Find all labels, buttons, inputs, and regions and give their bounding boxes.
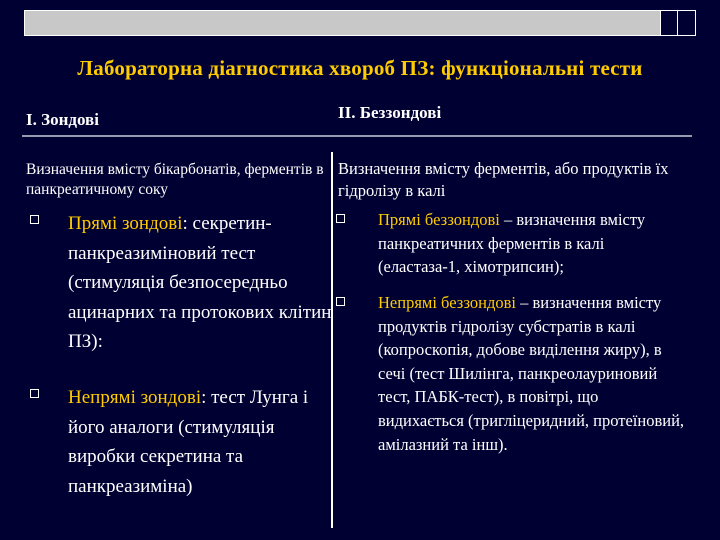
- bullet-text: [68, 383, 338, 501]
- slide-title: Лабораторна діагностика хвороб ПЗ: функціональні тести: [77, 56, 643, 80]
- header-divider: [22, 135, 692, 137]
- title-bar-decoration: [24, 10, 696, 36]
- bullet-text: [68, 209, 338, 357]
- bullet-text: [378, 291, 688, 456]
- bullet-text: [378, 208, 688, 279]
- square-bullet-icon: [30, 389, 39, 398]
- right-intro-text: Визначення вмісту ферментів, або продуктів їх гідролізу в калі: [338, 159, 669, 200]
- title-bar-divider: [660, 11, 661, 35]
- left-column-heading: І. Зондові: [26, 110, 99, 129]
- bullet-highlight: Прямі зондові: [68, 213, 183, 234]
- title-bar-fill: [25, 11, 660, 35]
- left-intro: Визначення вмісту бікарбонатів, ферментів в панкреатичному соку: [26, 161, 324, 198]
- bullet-highlight: Прямі беззондові: [378, 210, 500, 229]
- title-bar-divider: [677, 11, 678, 35]
- square-bullet-icon: [336, 214, 345, 223]
- right-intro: [338, 158, 690, 202]
- bullet-highlight: Непрямі беззондові: [378, 293, 517, 312]
- square-bullet-icon: [30, 215, 39, 224]
- bullet-body: – визначення вмісту панкреатичних ферментів в калі (еластаза-1, хімотрипсин);: [378, 210, 646, 277]
- bullet-highlight: Непрямі зондові: [68, 387, 202, 408]
- bullet-body: : секретин-панкреазиміновий тест (стимуляція безпосередньо ацинарних та протокових клітин ПЗ):: [68, 213, 332, 352]
- square-bullet-icon: [336, 297, 345, 306]
- bullet-body: : тест Лунга і його аналоги (стимуляція виробки секретина та панкреазиміна): [68, 387, 309, 497]
- bullet-body: – визначення вмісту продуктів гідролізу субстратів в калі (копроскопія, добове виділення жиру), в сечі (тест Шилінга, панкреолауриновий тест, ПАБК-тест), в повітрі, що видихається (тригліцеридний, протеїновий, амілазний та інш).: [378, 293, 685, 454]
- right-column-heading: ІІ. Беззондові: [338, 103, 442, 122]
